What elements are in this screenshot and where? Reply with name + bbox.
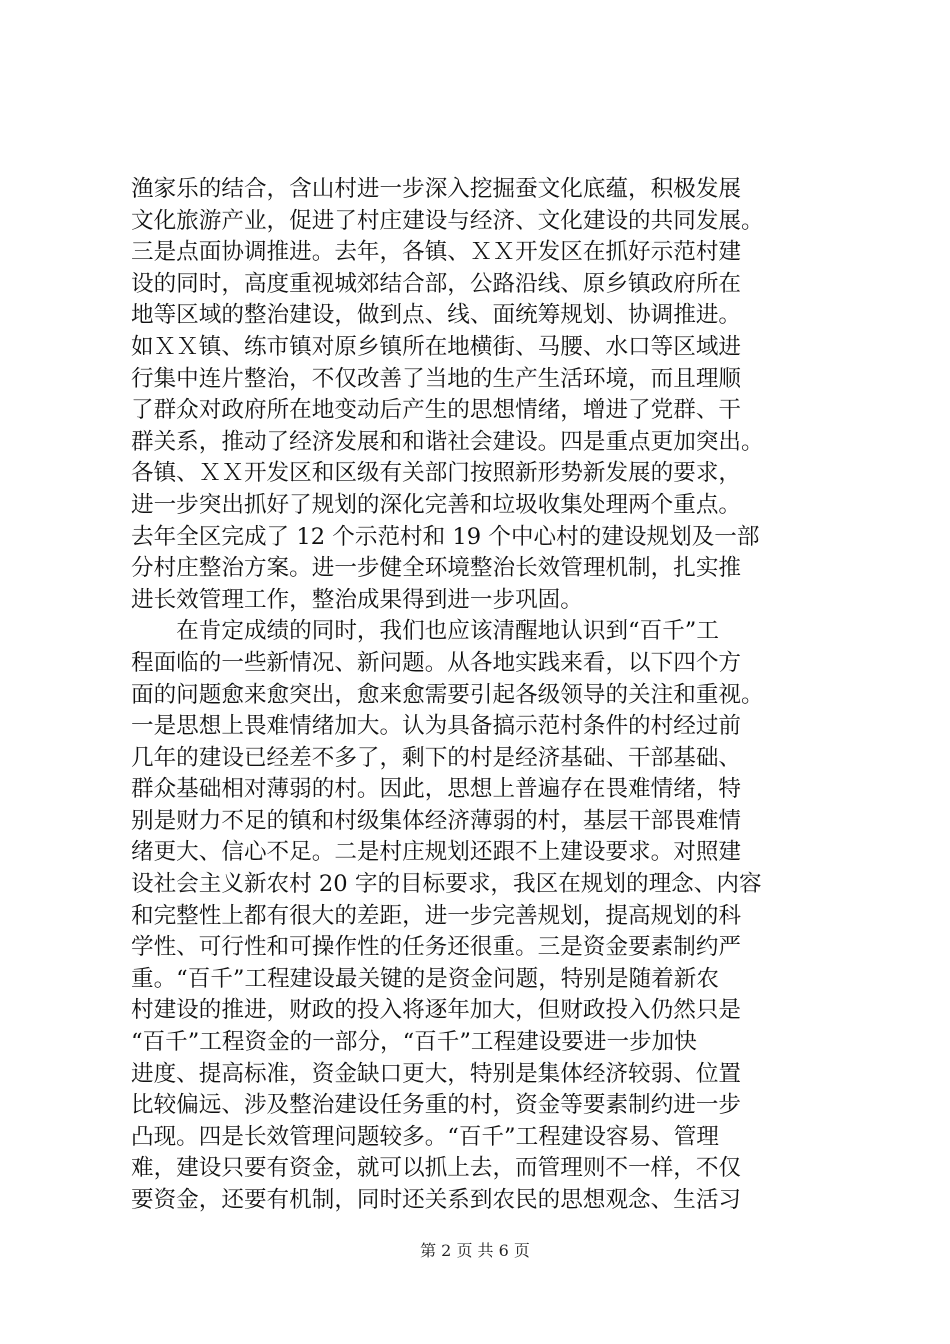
text-line: 群众基础相对薄弱的村。因此，思想上普遍存在畏难情绪，特 <box>131 776 742 803</box>
text-line: 设社会主义新农村 20 字的目标要求，我区在规划的理念、内容 <box>131 871 762 898</box>
text-line: 和完整性上都有很大的差距，进一步完善规划，提高规划的科 <box>131 902 742 929</box>
text-line: 几年的建设已经差不多了，剩下的村是经济基础、干部基础、 <box>131 744 742 771</box>
text-line: 比较偏远、涉及整治建设任务重的村，资金等要素制约进一步 <box>131 1092 742 1119</box>
text-line: 面的问题愈来愈突出，愈来愈需要引起各级领导的关注和重视。 <box>131 681 764 708</box>
text-line: 别是财力不足的镇和村级集体经济薄弱的村，基层干部畏难情 <box>131 807 742 834</box>
text-line: 在肯定成绩的同时，我们也应该清醒地认识到“百千”工 <box>131 618 719 645</box>
text-line: 渔家乐的结合，含山村进一步深入挖掘蚕文化底蕴，积极发展 <box>131 176 742 202</box>
text-line: 村建设的推进，财政的投入将逐年加大，但财政投入仍然只是 <box>131 997 742 1024</box>
text-line: 学性、可行性和可操作性的任务还很重。三是资金要素制约严 <box>131 934 742 961</box>
text-line: 各镇、ＸＸ开发区和区级有关部门按照新形势新发展的要求， <box>131 460 742 487</box>
text-line: 重。“百千”工程建设最关键的是资金问题，特别是随着新农 <box>131 965 719 992</box>
text-line: 难，建设只要有资金，就可以抓上去，而管理则不一样，不仅 <box>131 1155 742 1182</box>
text-line: 行集中连片整治，不仅改善了当地的生产生活环境，而且理顺 <box>131 365 742 392</box>
text-line: 进一步突出抓好了规划的深化完善和垃圾收集处理两个重点。 <box>131 491 742 518</box>
text-line: 进度、提高标准，资金缺口更大，特别是集体经济较弱、位置 <box>131 1060 742 1087</box>
text-line: 一是思想上畏难情绪加大。认为具备搞示范村条件的村经过前 <box>131 713 742 740</box>
text-line: 程面临的一些新情况、新问题。从各地实践来看，以下四个方 <box>131 649 742 676</box>
text-line: 群关系，推动了经济发展和和谐社会建设。四是重点更加突出。 <box>131 428 764 455</box>
text-line: 绪更大、信心不足。二是村庄规划还跟不上建设要求。对照建 <box>131 839 742 866</box>
text-line: 进长效管理工作，整治成果得到进一步巩固。 <box>131 586 583 613</box>
body-text <box>131 174 836 1217</box>
text-line: 如ＸＸ镇、练市镇对原乡镇所在地横街、马腰、水口等区域进 <box>131 333 742 360</box>
text-line: 地等区域的整治建设，做到点、线、面统筹规划、协调推进。 <box>131 302 742 329</box>
text-line: 文化旅游产业，促进了村庄建设与经济、文化建设的共同发展。 <box>131 207 764 234</box>
text-line: “百千”工程资金的一部分，“百千”工程建设要进一步加快 <box>131 1029 697 1056</box>
text-line: 要资金，还要有机制，同时还关系到农民的思想观念、生活习 <box>131 1187 742 1213</box>
text-line: 三是点面协调推进。去年，各镇、ＸＸ开发区在抓好示范村建 <box>131 239 742 266</box>
page-footer: 第 2 页 共 6 页 <box>420 1241 530 1260</box>
text-line: 了群众对政府所在地变动后产生的思想情绪，增进了党群、干 <box>131 397 742 424</box>
text-line: 凸现。四是长效管理问题较多。“百千”工程建设容易、管理 <box>131 1123 719 1150</box>
text-line: 去年全区完成了 12 个示范村和 19 个中心村的建设规划及一部 <box>131 523 760 550</box>
text-line: 设的同时，高度重视城郊结合部，公路沿线、原乡镇政府所在 <box>131 270 742 297</box>
text-line: 分村庄整治方案。进一步健全环境整治长效管理机制，扎实推 <box>131 555 742 582</box>
